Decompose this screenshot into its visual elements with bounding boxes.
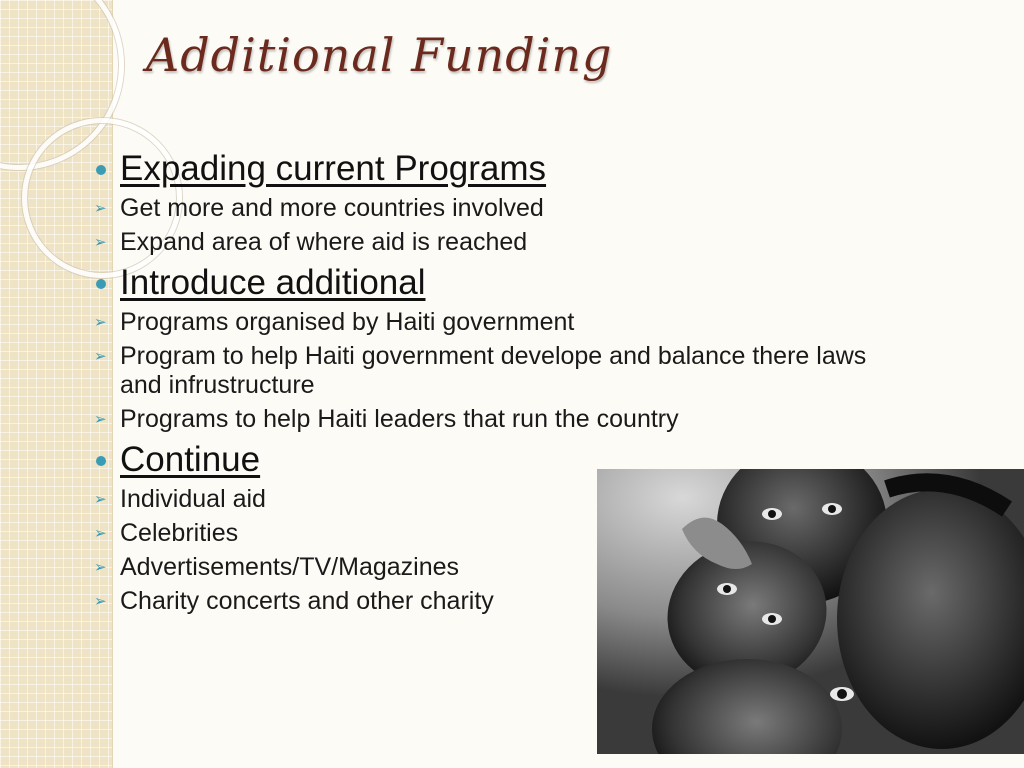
arrow-bullet-icon: ➢ (94, 200, 107, 217)
arrow-bullet-icon: ➢ (94, 234, 107, 251)
list-item-text: Programs organised by Haiti government (120, 308, 575, 336)
list-item-text: Expand area of where aid is reached (120, 228, 528, 256)
section-heading (92, 262, 892, 304)
section-heading-text: Continue (120, 440, 261, 479)
section-heading-text: Expading current Programs (120, 149, 547, 188)
arrow-bullet-icon: ➢ (94, 525, 107, 542)
dot-bullet-icon (96, 456, 106, 466)
list-item (92, 308, 892, 337)
list-item-text: Advertisements/TV/Magazines (120, 553, 460, 581)
arrow-bullet-icon: ➢ (94, 348, 107, 365)
list-item (92, 228, 892, 257)
slide-title: Additional Funding (146, 28, 613, 82)
dot-bullet-icon (96, 165, 106, 175)
list-item-text: Charity concerts and other charity (120, 587, 494, 615)
dot-bullet-icon (96, 279, 106, 289)
list-item-text: Individual aid (120, 485, 266, 513)
list-item (92, 342, 892, 400)
children-photo (597, 469, 1024, 754)
section-heading (92, 148, 892, 190)
arrow-bullet-icon: ➢ (94, 559, 107, 576)
arrow-bullet-icon: ➢ (94, 593, 107, 610)
list-item-text: Get more and more countries involved (120, 194, 544, 222)
list-item (92, 405, 892, 434)
section-heading-text: Introduce additional (120, 263, 426, 302)
arrow-bullet-icon: ➢ (94, 411, 107, 428)
list-item (92, 194, 892, 223)
arrow-bullet-icon: ➢ (94, 491, 107, 508)
list-item-text: Celebrities (120, 519, 239, 547)
children-photo-graphic (597, 469, 1024, 754)
arrow-bullet-icon: ➢ (94, 314, 107, 331)
list-item-text: Program to help Haiti government develope and balance there laws and infrustructure (120, 342, 867, 399)
list-item-text: Programs to help Haiti leaders that run the country (120, 405, 679, 433)
